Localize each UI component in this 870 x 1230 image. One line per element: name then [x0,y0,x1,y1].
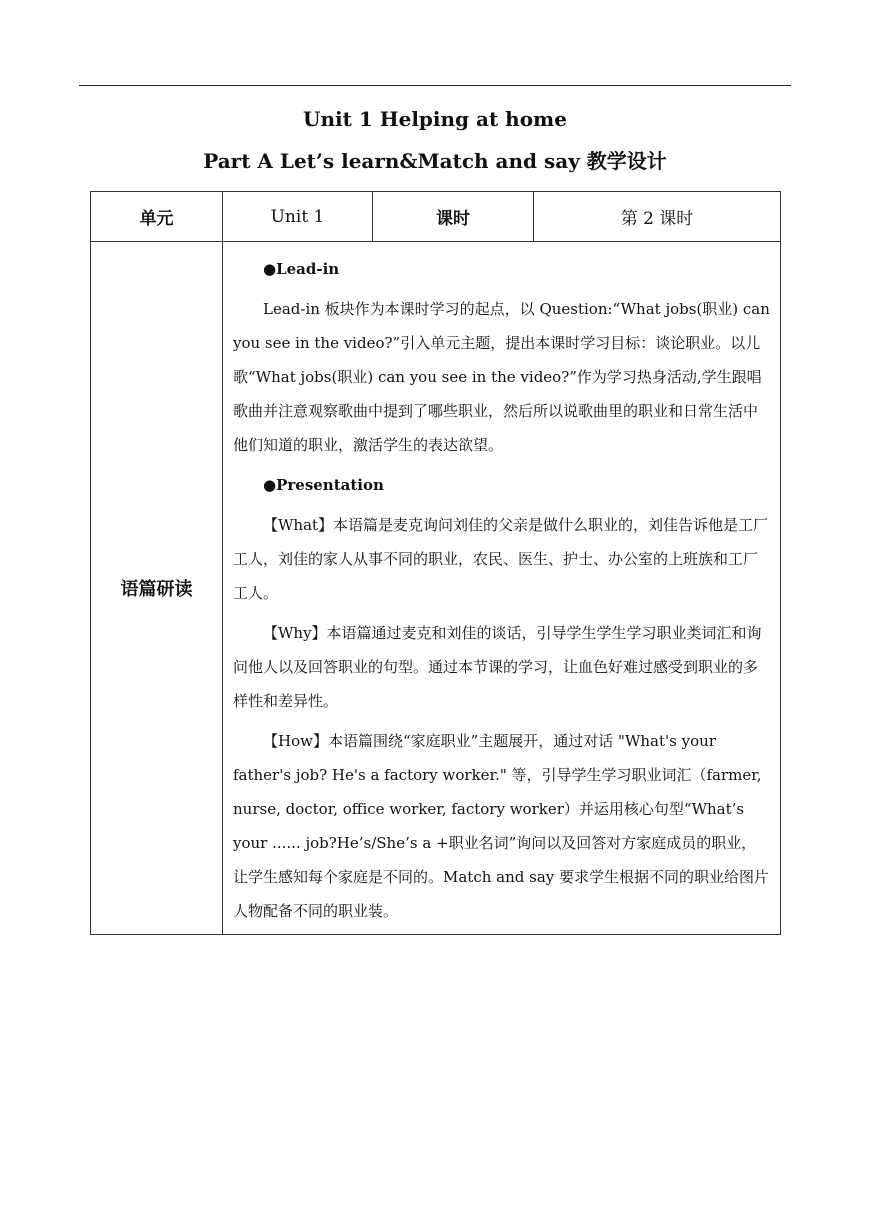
leadin-heading: ●Lead-in [263,260,340,278]
header-rule [79,85,791,86]
how-paragraph: 【How】本语篇围绕“家庭职业”主题展开，通过对话 "What's your father's job? He's a factory worker." 等，引导学生学习职业词汇（farmer, nurse, doctor, office worker, factory worker）并运用核心句型“What’s your ...... job?He’s/She’s a +职业名词”询问以及回答对方家庭成员的职业，让学生感知每个家庭是不同的。Match and say 要求学生根据不同的职业给图片人物配备不同的职业装。 [233,732,770,920]
content-row [91,242,781,935]
why-paragraph: 【Why】本语篇通过麦克和刘佳的谈话，引导学生学生学习职业类词汇和询问他人以及回答职业的句型。通过本节课的学习，让血色好难过感受到职业的多样性和差异性。 [233,624,762,710]
what-paragraph: 【What】本语篇是麦克询问刘佳的父亲是做什么职业的，刘佳告诉他是工厂工人，刘佳的家人从事不同的职业，农民、医生、护士、办公室的上班族和工厂工人。 [233,516,769,602]
section-content [223,242,781,935]
lesson-plan-table [90,191,781,935]
period-value: 第 2 课时 [534,192,781,242]
header-row [91,192,781,242]
section-label: 语篇研读 [91,242,223,935]
leadin-paragraph: Lead-in 板块作为本课时学习的起点，以 Question:“What jobs(职业) can you see in the video?”引入单元主题，提出本课时学习目标：谈论职业。以儿歌“What jobs(职业) can you see in the video?”作为学习热身活动,学生跟唱歌曲并注意观察歌曲中提到了哪些职业，然后所以说歌曲里的职业和日常生活中他们知道的职业，激活学生的表达欲望。 [233,300,770,454]
document-title: Unit 1 Helping at home [303,107,567,131]
unit-value: Unit 1 [223,192,373,242]
unit-label: 单元 [91,192,223,242]
period-label: 课时 [373,192,534,242]
presentation-heading: ●Presentation [263,476,384,494]
document-subtitle: Part A Let’s learn&Match and say 教学设计 [203,149,667,173]
